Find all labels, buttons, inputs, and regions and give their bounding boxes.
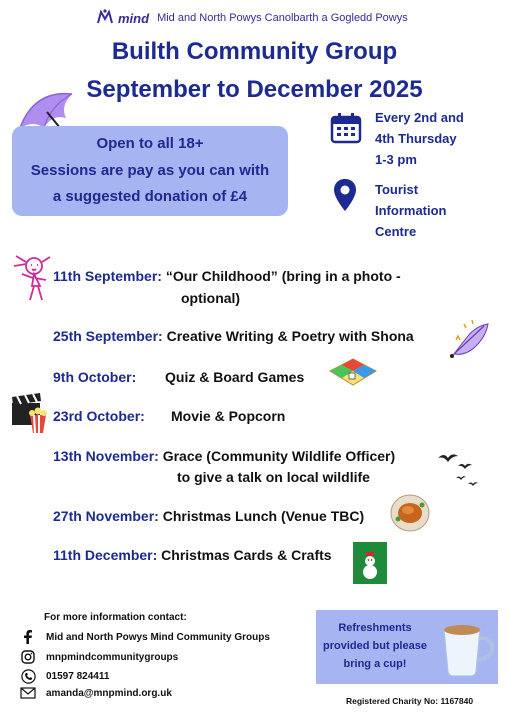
quill-pen-icon: [446, 316, 492, 367]
envelope-icon: [18, 687, 38, 699]
schedule-line-2: 4th Thursday: [375, 131, 457, 146]
birds-icon: [434, 450, 480, 497]
refreshments-line-1: Refreshments: [338, 622, 412, 634]
org-name: Mid and North Powys Canolbarth a Gogledd Powys: [157, 12, 408, 24]
event-date: 23rd October:: [53, 408, 145, 424]
phone-icon: [18, 669, 38, 684]
event-date: 25th September:: [53, 328, 163, 344]
event-date: 13th November:: [53, 448, 159, 464]
event-desc: Quiz & Board Games: [165, 369, 305, 385]
location-text: [375, 179, 447, 242]
board-game-icon: [328, 357, 378, 394]
event-item: [53, 268, 401, 284]
instagram-row: [18, 650, 178, 664]
event-desc: Christmas Lunch (Venue TBC): [162, 508, 365, 524]
event-item: [53, 448, 395, 464]
facebook-icon: [18, 630, 38, 644]
event-date: 27th November:: [53, 508, 159, 524]
facebook-label: Mid and North Powys Mind Community Groups: [46, 631, 270, 643]
refreshments-line-3: bring a cup!: [343, 658, 407, 670]
phone-label: 01597 824411: [46, 671, 110, 682]
event-date: 11th September:: [53, 268, 162, 284]
mind-logo-icon: [96, 9, 114, 28]
instagram-label: mnpmindcommunitygroups: [46, 651, 179, 663]
christmas-card-icon: [351, 540, 389, 591]
org-header: [96, 8, 408, 28]
event-date: 11th December:: [53, 547, 158, 563]
email-label: amanda@mnpmind.org.uk: [46, 687, 172, 699]
info-line-3: a suggested donation of £4: [52, 188, 248, 205]
schedule-line-1: Every 2nd and: [375, 110, 464, 125]
page-subtitle: September to December 2025: [86, 76, 423, 103]
event-item: [53, 369, 304, 385]
event-desc-continued: to give a talk on local wildlife: [177, 469, 370, 485]
charity-number: Registered Charity No: 1167840: [346, 696, 474, 706]
phone-row: [18, 669, 109, 684]
event-desc: Grace (Community Wildlife Officer): [162, 448, 396, 464]
event-item: [53, 508, 364, 524]
location-line-3: Centre: [375, 224, 417, 239]
location-pin-icon: [333, 178, 357, 217]
roast-dinner-icon: [390, 493, 430, 538]
event-desc: Movie & Popcorn: [171, 408, 286, 424]
contact-title: For more information contact:: [44, 612, 187, 623]
schedule-text: [375, 107, 464, 170]
event-desc-continued: optional): [181, 290, 241, 306]
page-title: Builth Community Group: [111, 38, 398, 65]
refreshments-line-2: provided but please: [323, 640, 427, 652]
email-row: [18, 687, 172, 699]
event-desc: Christmas Cards & Crafts: [161, 547, 332, 563]
info-box: [12, 126, 288, 216]
event-item: [53, 328, 414, 344]
clapperboard-popcorn-icon: [10, 393, 50, 440]
girl-drawing-icon: [10, 254, 54, 307]
refreshments-box: [316, 610, 498, 684]
tea-cup-icon: [438, 618, 496, 683]
schedule-line-3: 1-3 pm: [375, 152, 417, 167]
instagram-icon: [18, 650, 38, 664]
info-line-2: Sessions are pay as you can with: [30, 162, 270, 179]
location-line-2: Information: [375, 203, 447, 218]
facebook-row: [18, 630, 270, 644]
info-line-1: Open to all 18+: [96, 135, 204, 152]
brand-name: mind: [118, 10, 150, 26]
event-date: 9th October:: [53, 369, 137, 385]
location-line-1: Tourist: [375, 182, 419, 197]
event-item: [53, 408, 285, 424]
calendar-icon: [330, 112, 362, 149]
event-desc: “Our Childhood” (bring in a photo -: [165, 268, 401, 284]
event-item: [53, 547, 332, 563]
event-desc: Creative Writing & Poetry with Shona: [166, 328, 414, 344]
